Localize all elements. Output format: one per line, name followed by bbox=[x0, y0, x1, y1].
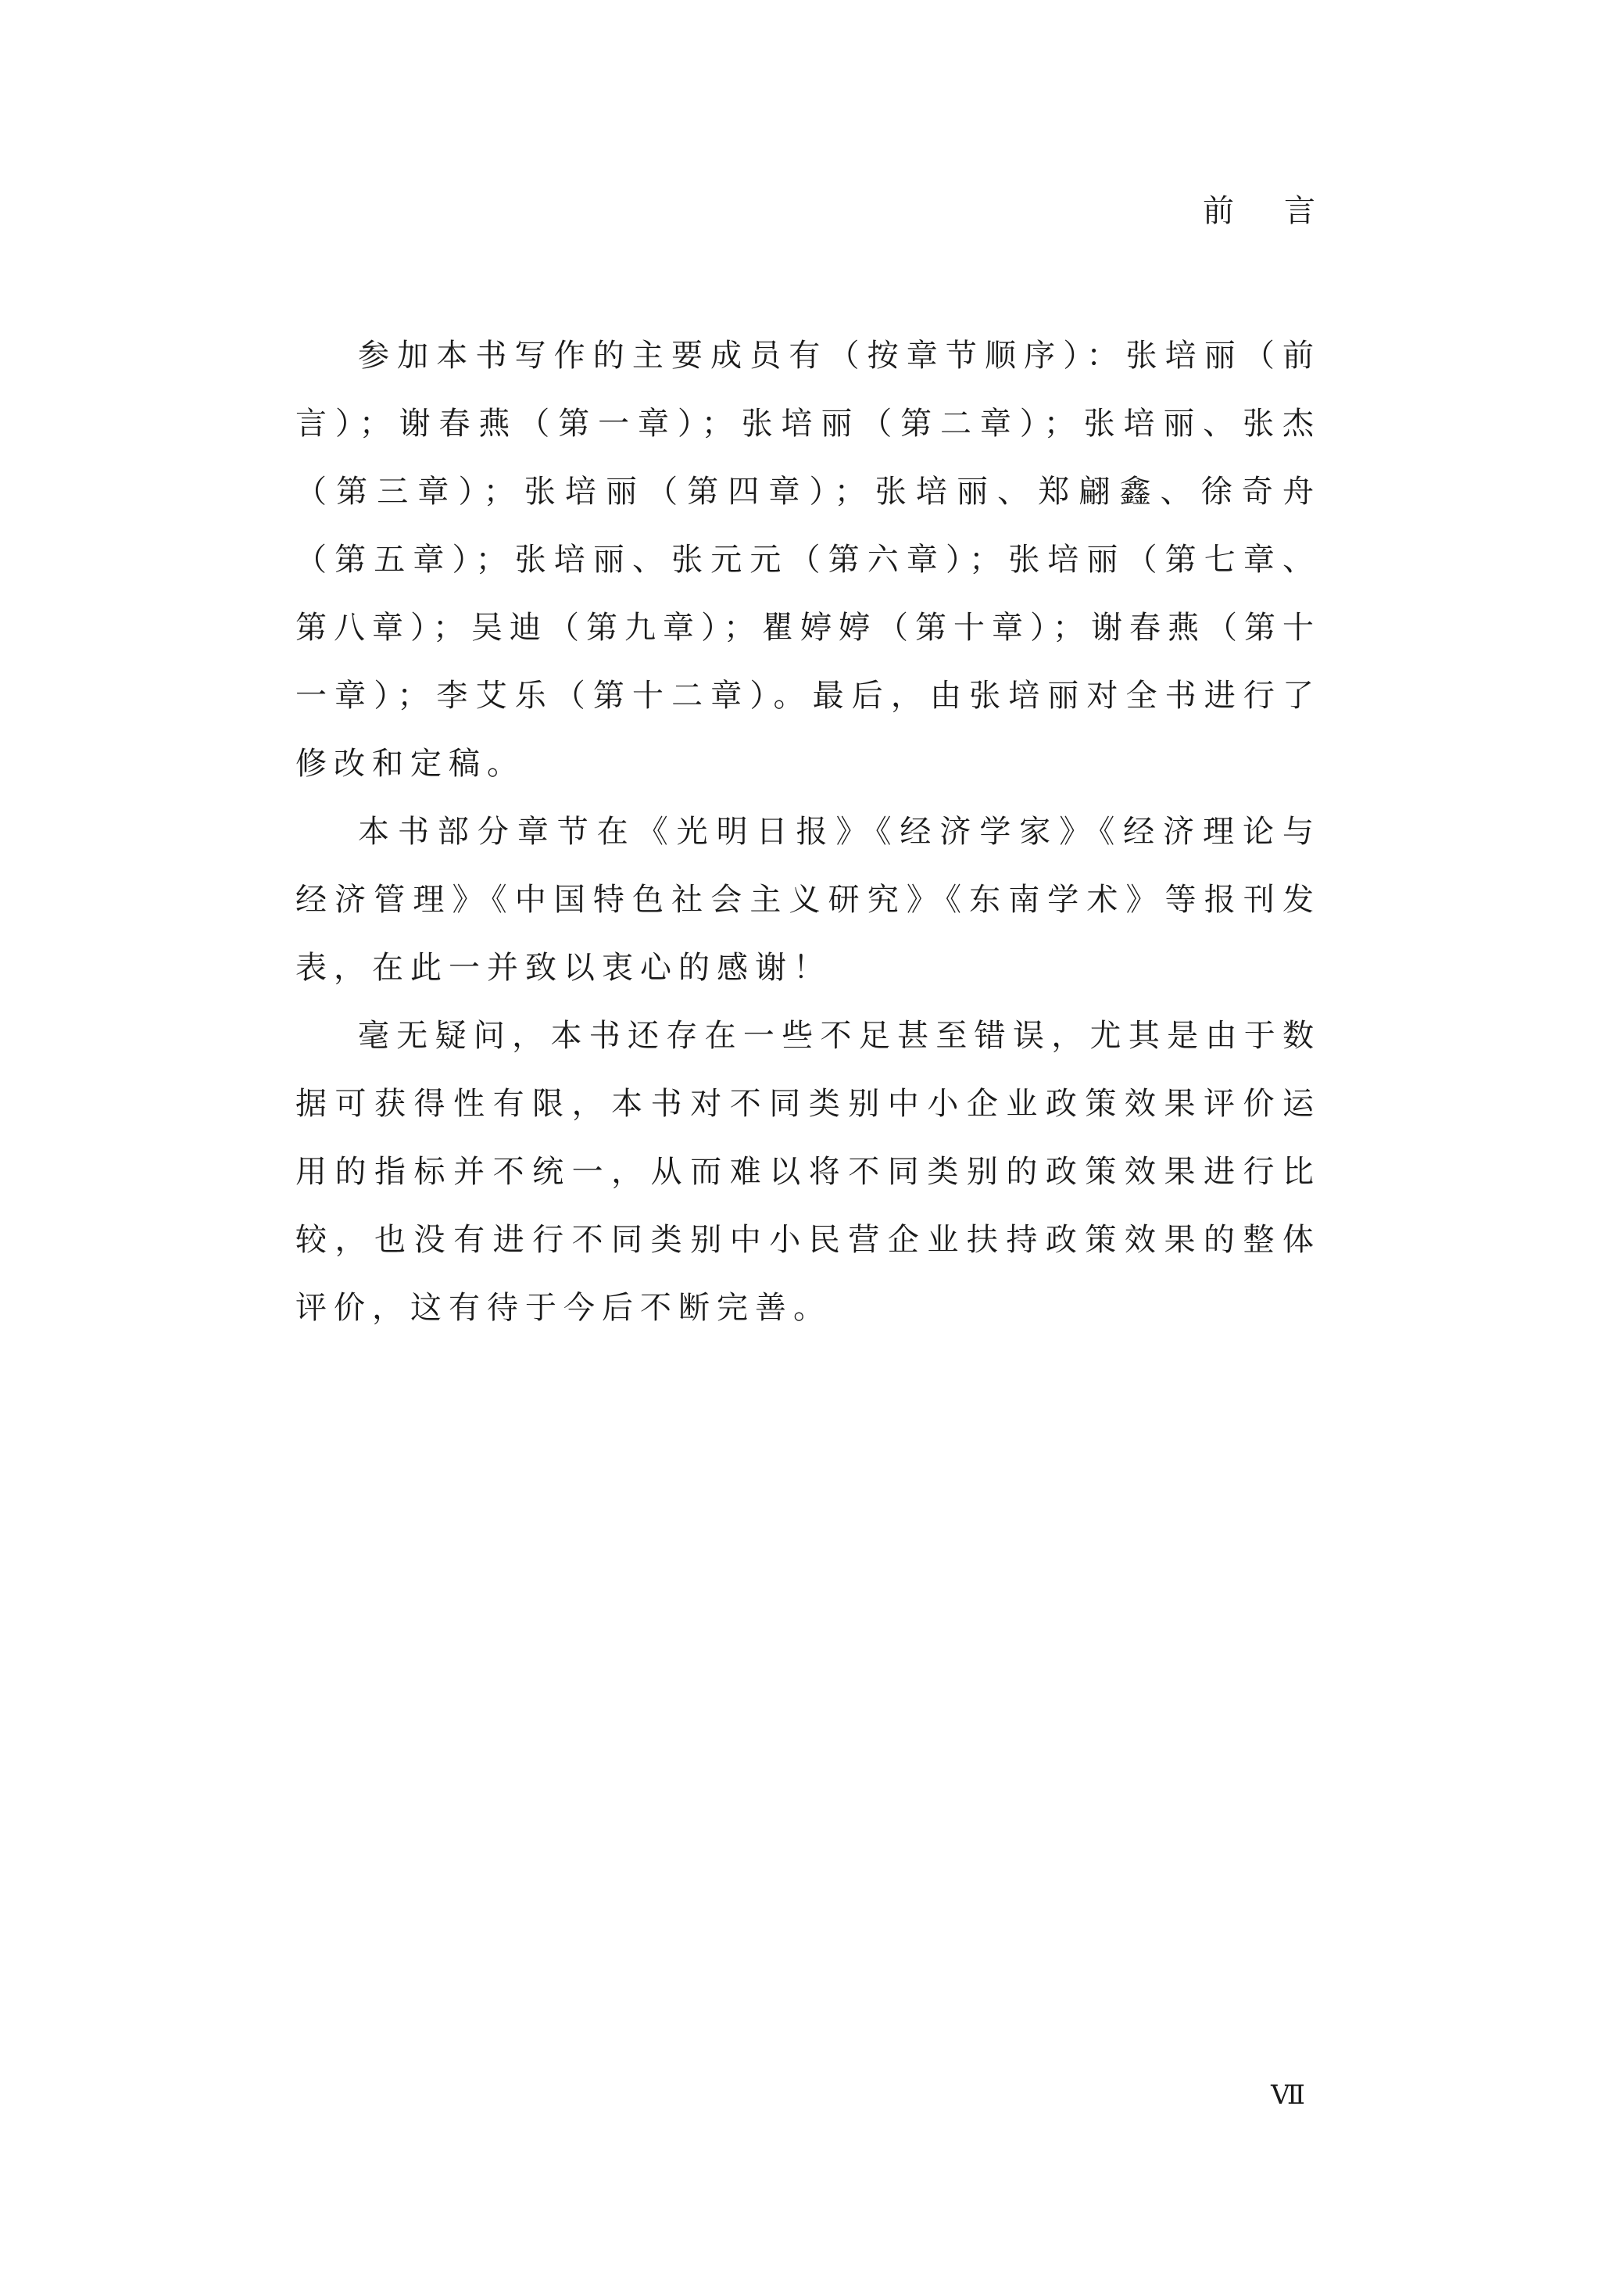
paragraph-limitations: 毫无疑问，本书还存在一些不足甚至错误，尤其是由于数据可获得性有限，本书对不同类别中小企业政策效果评价运用的指标并不统一，从而难以将不同类别的政策效果进行比较，也没有进行不同类别中小民营企业扶持政策效果的整体评价，这有待于今后不断完善。 bbox=[295, 1018, 1321, 1326]
page-number: Ⅶ bbox=[1271, 2081, 1305, 2110]
paragraph-contributors: 参加本书写作的主要成员有（按章节顺序）：张培丽（前言）；谢春燕（第一章）；张培丽（第二章）；张培丽、张杰（第三章）；张培丽（第四章）；张培丽、郑翩鑫、徐奇舟（第五章）；张培丽、张元元（第六章）；张培丽（第七章、第八章）；吴迪（第九章）；瞿婷婷（第十章）；谢春燕（第十一章）；李艾乐（第十二章）。最后，由张培丽对全书进行了修改和定稿。 bbox=[295, 338, 1321, 782]
paragraph-acknowledgements: 本书部分章节在《光明日报》《经济学家》《经济理论与经济管理》《中国特色社会主义研究》《东南学术》等报刊发表，在此一并致以衷心的感谢！ bbox=[295, 814, 1321, 986]
running-header: 前言 bbox=[1203, 193, 1365, 229]
body-text bbox=[295, 322, 1321, 1342]
